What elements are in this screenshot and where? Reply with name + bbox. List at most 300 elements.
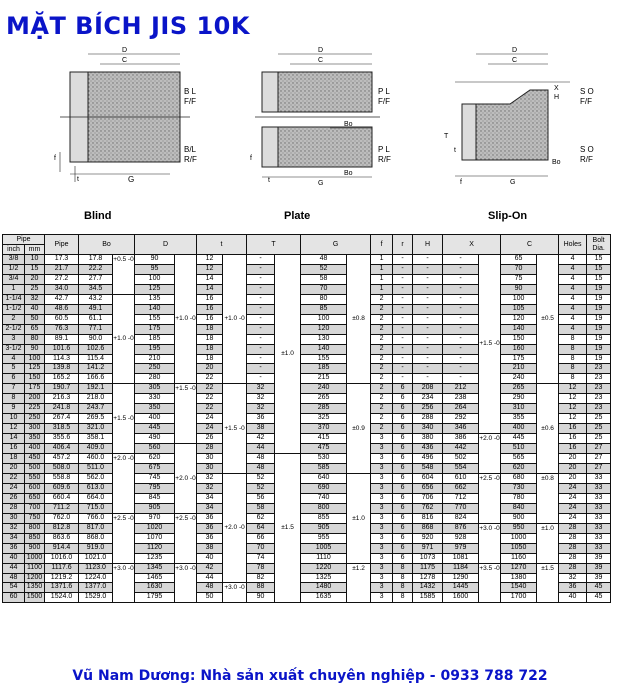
cell-x: 979 [443, 543, 479, 553]
table-row [3, 434, 611, 444]
cell-holes: 4 [559, 314, 587, 324]
table-row [3, 374, 611, 384]
table-row [3, 304, 611, 314]
cell-t: 14 [197, 284, 223, 294]
cell-pipe-od: 711.2 [45, 503, 79, 513]
cell-inch: 40 [3, 553, 25, 563]
blind-flange-drawing [54, 47, 197, 184]
cell-holes: 16 [559, 444, 587, 454]
cell-d: 210 [135, 354, 175, 364]
cell-r: 6 [393, 444, 413, 454]
cell-bo: 49.1 [79, 304, 113, 314]
cell-mm: 90 [25, 344, 45, 354]
cell-pipe-od: 190.7 [45, 384, 79, 394]
cell-bo: 90.0 [79, 334, 113, 344]
blind-bl-label: B L [184, 87, 197, 96]
cell-h: 288 [413, 414, 443, 424]
tolerance-T: ±1.5 [275, 454, 301, 603]
cell-T: 66 [247, 533, 275, 543]
cell-holes: 12 [559, 394, 587, 404]
cell-f: 3 [371, 434, 393, 444]
cell-bo: 243.7 [79, 404, 113, 414]
blind-d-label: D [122, 47, 128, 54]
slipon-g-label: G [510, 179, 516, 186]
cell-bolt-dia: 23 [587, 374, 611, 384]
cell-bolt-dia: 15 [587, 255, 611, 265]
header-bolt-dia: Bolt Dia. [587, 235, 611, 255]
cell-f: 3 [371, 473, 393, 483]
cell-g: 1220 [301, 563, 347, 573]
cell-holes: 20 [559, 454, 587, 464]
cell-h: - [413, 294, 443, 304]
cell-r: 8 [393, 573, 413, 583]
cell-h: 548 [413, 464, 443, 474]
cell-pipe-od: 863.6 [45, 533, 79, 543]
cell-mm: 175 [25, 384, 45, 394]
cell-T: 36 [247, 414, 275, 424]
table-row [3, 354, 611, 364]
cell-d: 1235 [135, 553, 175, 563]
cell-bo: 192.1 [79, 384, 113, 394]
cell-T: 70 [247, 543, 275, 553]
cell-r: 6 [393, 424, 413, 434]
cell-g: 690 [301, 483, 347, 493]
blind-t-label: t [77, 176, 79, 183]
cell-holes: 16 [559, 424, 587, 434]
tolerance-t: +1.0 -0 [223, 255, 247, 384]
cell-g: 100 [301, 314, 347, 324]
header-h: H [413, 235, 443, 255]
cell-t: 22 [197, 394, 223, 404]
tolerance-bo: +2.5 -0 [113, 513, 135, 563]
cell-g: 1005 [301, 543, 347, 553]
cell-d: 95 [135, 264, 175, 274]
table-row [3, 364, 611, 374]
cell-x: 442 [443, 444, 479, 454]
cell-holes: 4 [559, 264, 587, 274]
cell-h: - [413, 374, 443, 384]
cell-pipe-od: 34.0 [45, 284, 79, 294]
cell-d: 445 [135, 424, 175, 434]
cell-g: 120 [301, 324, 347, 334]
cell-h: 656 [413, 483, 443, 493]
plate-rf-label: R/F [378, 155, 391, 164]
cell-mm: 40 [25, 304, 45, 314]
cell-pipe-od: 1117.6 [45, 563, 79, 573]
blind-f-label: f [54, 155, 56, 162]
cell-h: 1175 [413, 563, 443, 573]
cell-d: 1795 [135, 593, 175, 603]
cell-r: - [393, 264, 413, 274]
cell-T: - [247, 374, 275, 384]
cell-T: 74 [247, 553, 275, 563]
cell-d: 400 [135, 414, 175, 424]
cell-d: 350 [135, 404, 175, 414]
slipon-d-label: D [512, 47, 518, 54]
cell-pipe-od: 42.7 [45, 294, 79, 304]
cell-holes: 12 [559, 404, 587, 414]
cell-inch: 8 [3, 394, 25, 404]
cell-r: - [393, 324, 413, 334]
cell-holes: 4 [559, 284, 587, 294]
cell-x: - [443, 364, 479, 374]
cell-T: 44 [247, 444, 275, 454]
table-row [3, 593, 611, 603]
cell-holes: 12 [559, 414, 587, 424]
cell-h: - [413, 274, 443, 284]
cell-bo: 61.1 [79, 314, 113, 324]
slipon-rf-label: R/F [580, 155, 593, 164]
cell-g: 1110 [301, 553, 347, 563]
cell-mm: 700 [25, 503, 45, 513]
cell-d: 185 [135, 334, 175, 344]
cell-holes: 8 [559, 364, 587, 374]
cell-T: 52 [247, 483, 275, 493]
cell-t: 18 [197, 334, 223, 344]
cell-pipe-od: 318.5 [45, 424, 79, 434]
cell-holes: 20 [559, 464, 587, 474]
tolerance-d: +1.0 -0 [175, 255, 197, 384]
blind-c-label: C [122, 57, 128, 64]
cell-d: 490 [135, 434, 175, 444]
cell-c: 160 [501, 344, 537, 354]
table-row [3, 543, 611, 553]
cell-r: - [393, 284, 413, 294]
blind-rf-label: R/F [184, 155, 197, 164]
cell-h: - [413, 364, 443, 374]
cell-d: 250 [135, 364, 175, 374]
cell-pipe-od: 762.0 [45, 513, 79, 523]
cell-h: 436 [413, 444, 443, 454]
cell-T: 38 [247, 424, 275, 434]
tolerance-T: ±1.0 [275, 255, 301, 454]
cell-f: 2 [371, 374, 393, 384]
cell-x: 346 [443, 424, 479, 434]
cell-h: 706 [413, 493, 443, 503]
cell-pipe-od: 139.8 [45, 364, 79, 374]
cell-inch: 54 [3, 583, 25, 593]
cell-r: 8 [393, 593, 413, 603]
cell-mm: 1100 [25, 563, 45, 573]
cell-g: 70 [301, 284, 347, 294]
cell-g: 58 [301, 274, 347, 284]
cell-T: 52 [247, 473, 275, 483]
cell-inch: 22 [3, 473, 25, 483]
cell-T: - [247, 354, 275, 364]
cell-d: 905 [135, 503, 175, 513]
cell-r: 6 [393, 483, 413, 493]
plate-f-label: f [250, 155, 252, 162]
cell-t: 40 [197, 553, 223, 563]
cell-h: 920 [413, 533, 443, 543]
cell-f: 3 [371, 503, 393, 513]
cell-h: 1432 [413, 583, 443, 593]
cell-T: 78 [247, 563, 275, 573]
cell-mm: 225 [25, 404, 45, 414]
cell-inch: 44 [3, 563, 25, 573]
cell-t: 42 [197, 563, 223, 573]
header-r: r [393, 235, 413, 255]
cell-holes: 8 [559, 354, 587, 364]
table-row [3, 553, 611, 563]
cell-f: 3 [371, 563, 393, 573]
slipon-f-label: f [460, 179, 462, 186]
tolerance-c: ±1.5 [537, 563, 559, 603]
cell-r: - [393, 255, 413, 265]
cell-c: 950 [501, 523, 537, 533]
cell-T: - [247, 294, 275, 304]
cell-h: 1278 [413, 573, 443, 583]
cell-mm: 10 [25, 255, 45, 265]
cell-c: 265 [501, 384, 537, 394]
cell-mm: 750 [25, 513, 45, 523]
tolerance-x: +2.0 -0 [479, 434, 501, 474]
cell-r: 6 [393, 394, 413, 404]
cell-g: 1325 [301, 573, 347, 583]
cell-g: 800 [301, 503, 347, 513]
cell-g: 140 [301, 344, 347, 354]
cell-x: 238 [443, 394, 479, 404]
cell-bolt-dia: 19 [587, 314, 611, 324]
cell-r: 6 [393, 414, 413, 424]
cell-c: 1700 [501, 593, 537, 603]
blind-caption: Blind [84, 210, 112, 222]
cell-c: 780 [501, 493, 537, 503]
slipon-so2-label: S O [580, 145, 594, 154]
cell-g: 265 [301, 394, 347, 404]
cell-inch: 10 [3, 414, 25, 424]
cell-f: 2 [371, 384, 393, 394]
cell-h: 380 [413, 434, 443, 444]
cell-h: - [413, 284, 443, 294]
cell-bolt-dia: 33 [587, 493, 611, 503]
tolerance-bo: +1.0 -0 [113, 294, 135, 384]
cell-t: 24 [197, 414, 223, 424]
blind-g-label: G [128, 175, 135, 184]
cell-f: 2 [371, 304, 393, 314]
plate-d-label: D [318, 47, 324, 54]
cell-g: 185 [301, 364, 347, 374]
cell-g: 215 [301, 374, 347, 384]
cell-bolt-dia: 23 [587, 404, 611, 414]
cell-x: 770 [443, 503, 479, 513]
table-row [3, 513, 611, 523]
table-row [3, 284, 611, 294]
cell-pipe-od: 660.4 [45, 493, 79, 503]
cell-mm: 25 [25, 284, 45, 294]
cell-bo: 715.0 [79, 503, 113, 513]
table-row [3, 493, 611, 503]
cell-x: 824 [443, 513, 479, 523]
table-row [3, 454, 611, 464]
cell-inch: 28 [3, 503, 25, 513]
cell-T: - [247, 314, 275, 324]
slipon-so-label: S O [580, 87, 594, 96]
cell-f: 1 [371, 284, 393, 294]
cell-r: - [393, 344, 413, 354]
header-x: X [443, 235, 501, 255]
cell-t: 36 [197, 513, 223, 523]
table-row [3, 473, 611, 483]
table-row [3, 314, 611, 324]
cell-bo: 269.5 [79, 414, 113, 424]
cell-x: 502 [443, 454, 479, 464]
cell-h: 816 [413, 513, 443, 523]
cell-x: - [443, 354, 479, 364]
cell-pipe-od: 27.2 [45, 274, 79, 284]
cell-holes: 4 [559, 294, 587, 304]
cell-h: - [413, 304, 443, 314]
cell-x: 928 [443, 533, 479, 543]
cell-g: 48 [301, 255, 347, 265]
cell-inch: 7 [3, 384, 25, 394]
cell-holes: 8 [559, 344, 587, 354]
cell-f: 3 [371, 543, 393, 553]
header-g: G [301, 235, 371, 255]
cell-mm: 1000 [25, 553, 45, 563]
tolerance-x: +1.5 -0 [479, 255, 501, 434]
cell-holes: 28 [559, 533, 587, 543]
cell-x: - [443, 274, 479, 284]
table-row [3, 464, 611, 474]
cell-x: 1445 [443, 583, 479, 593]
cell-f: 3 [371, 493, 393, 503]
plate-pl2-label: P L [378, 145, 390, 154]
cell-d: 675 [135, 464, 175, 474]
cell-t: 30 [197, 464, 223, 474]
cell-d: 560 [135, 444, 175, 454]
cell-x: 1600 [443, 593, 479, 603]
flange-diagrams [0, 42, 620, 228]
cell-h: 234 [413, 394, 443, 404]
cell-bo: 358.1 [79, 434, 113, 444]
cell-mm: 125 [25, 364, 45, 374]
cell-holes: 4 [559, 304, 587, 314]
cell-x: 554 [443, 464, 479, 474]
cell-bo: 22.2 [79, 264, 113, 274]
tolerance-bo: +3.0 -0 [113, 563, 135, 603]
cell-f: 3 [371, 573, 393, 583]
plate-pl-label: P L [378, 87, 390, 96]
cell-c: 355 [501, 414, 537, 424]
cell-bo: 34.5 [79, 284, 113, 294]
plate-c-label: C [318, 57, 324, 64]
cell-f: 2 [371, 364, 393, 374]
cell-bo: 141.2 [79, 364, 113, 374]
cell-h: 1073 [413, 553, 443, 563]
cell-c: 840 [501, 503, 537, 513]
cell-mm: 100 [25, 354, 45, 364]
cell-bolt-dia: 19 [587, 284, 611, 294]
cell-bo: 817.0 [79, 523, 113, 533]
cell-r: 6 [393, 523, 413, 533]
cell-g: 240 [301, 384, 347, 394]
cell-T: 64 [247, 523, 275, 533]
cell-x: 1290 [443, 573, 479, 583]
cell-t: 22 [197, 374, 223, 384]
slipon-flange-drawing [444, 47, 594, 186]
plate-ff-label: F/F [378, 97, 390, 106]
cell-c: 1540 [501, 583, 537, 593]
cell-bolt-dia: 19 [587, 344, 611, 354]
cell-bolt-dia: 33 [587, 513, 611, 523]
cell-inch: 2-1/2 [3, 324, 25, 334]
cell-bolt-dia: 33 [587, 523, 611, 533]
cell-bo: 115.4 [79, 354, 113, 364]
table-row [3, 324, 611, 334]
cell-pipe-od: 914.4 [45, 543, 79, 553]
cell-h: 208 [413, 384, 443, 394]
cell-h: - [413, 255, 443, 265]
cell-h: 868 [413, 523, 443, 533]
cell-pipe-od: 457.2 [45, 454, 79, 464]
cell-t: 12 [197, 255, 223, 265]
cell-x: - [443, 264, 479, 274]
cell-bo: 321.0 [79, 424, 113, 434]
cell-h: 604 [413, 473, 443, 483]
cell-holes: 32 [559, 573, 587, 583]
cell-pipe-od: 101.6 [45, 344, 79, 354]
cell-h: 496 [413, 454, 443, 464]
cell-f: 2 [371, 414, 393, 424]
table-row [3, 424, 611, 434]
cell-t: 32 [197, 483, 223, 493]
cell-d: 100 [135, 274, 175, 284]
slipon-x-label: X [554, 85, 559, 92]
cell-bolt-dia: 39 [587, 563, 611, 573]
spec-table-wrapper [2, 234, 608, 603]
cell-pipe-od: 267.4 [45, 414, 79, 424]
cell-c: 1270 [501, 563, 537, 573]
cell-r: 6 [393, 384, 413, 394]
cell-bolt-dia: 39 [587, 573, 611, 583]
tolerance-d: +3.0 -0 [175, 563, 197, 603]
cell-x: 712 [443, 493, 479, 503]
cell-r: 6 [393, 543, 413, 553]
cell-c: 175 [501, 354, 537, 364]
cell-t: 28 [197, 444, 223, 454]
cell-x: - [443, 294, 479, 304]
cell-c: 1050 [501, 543, 537, 553]
cell-inch: 9 [3, 404, 25, 414]
cell-pipe-od: 21.7 [45, 264, 79, 274]
cell-T: 90 [247, 593, 275, 603]
slipon-caption: Slip-On [488, 210, 528, 222]
cell-t: 26 [197, 434, 223, 444]
cell-d: 155 [135, 314, 175, 324]
cell-inch: 18 [3, 454, 25, 464]
cell-f: 3 [371, 533, 393, 543]
cell-h: - [413, 334, 443, 344]
table-row [3, 563, 611, 573]
cell-c: 510 [501, 444, 537, 454]
cell-h: - [413, 264, 443, 274]
slipon-t-label: t [454, 147, 456, 154]
cell-t: 12 [197, 264, 223, 274]
table-row [3, 573, 611, 583]
cell-c: 120 [501, 314, 537, 324]
footer-contact: Vũ Nam Dương: Nhà sản xuất chuyên nghiệp - 0933 788 722 [72, 668, 548, 684]
cell-mm: 50 [25, 314, 45, 324]
cell-inch: 16 [3, 444, 25, 454]
cell-pipe-od: 406.4 [45, 444, 79, 454]
cell-r: - [393, 274, 413, 284]
cell-r: - [393, 354, 413, 364]
cell-x: - [443, 334, 479, 344]
cell-bolt-dia: 33 [587, 503, 611, 513]
cell-f: 3 [371, 454, 393, 464]
cell-x: 662 [443, 483, 479, 493]
